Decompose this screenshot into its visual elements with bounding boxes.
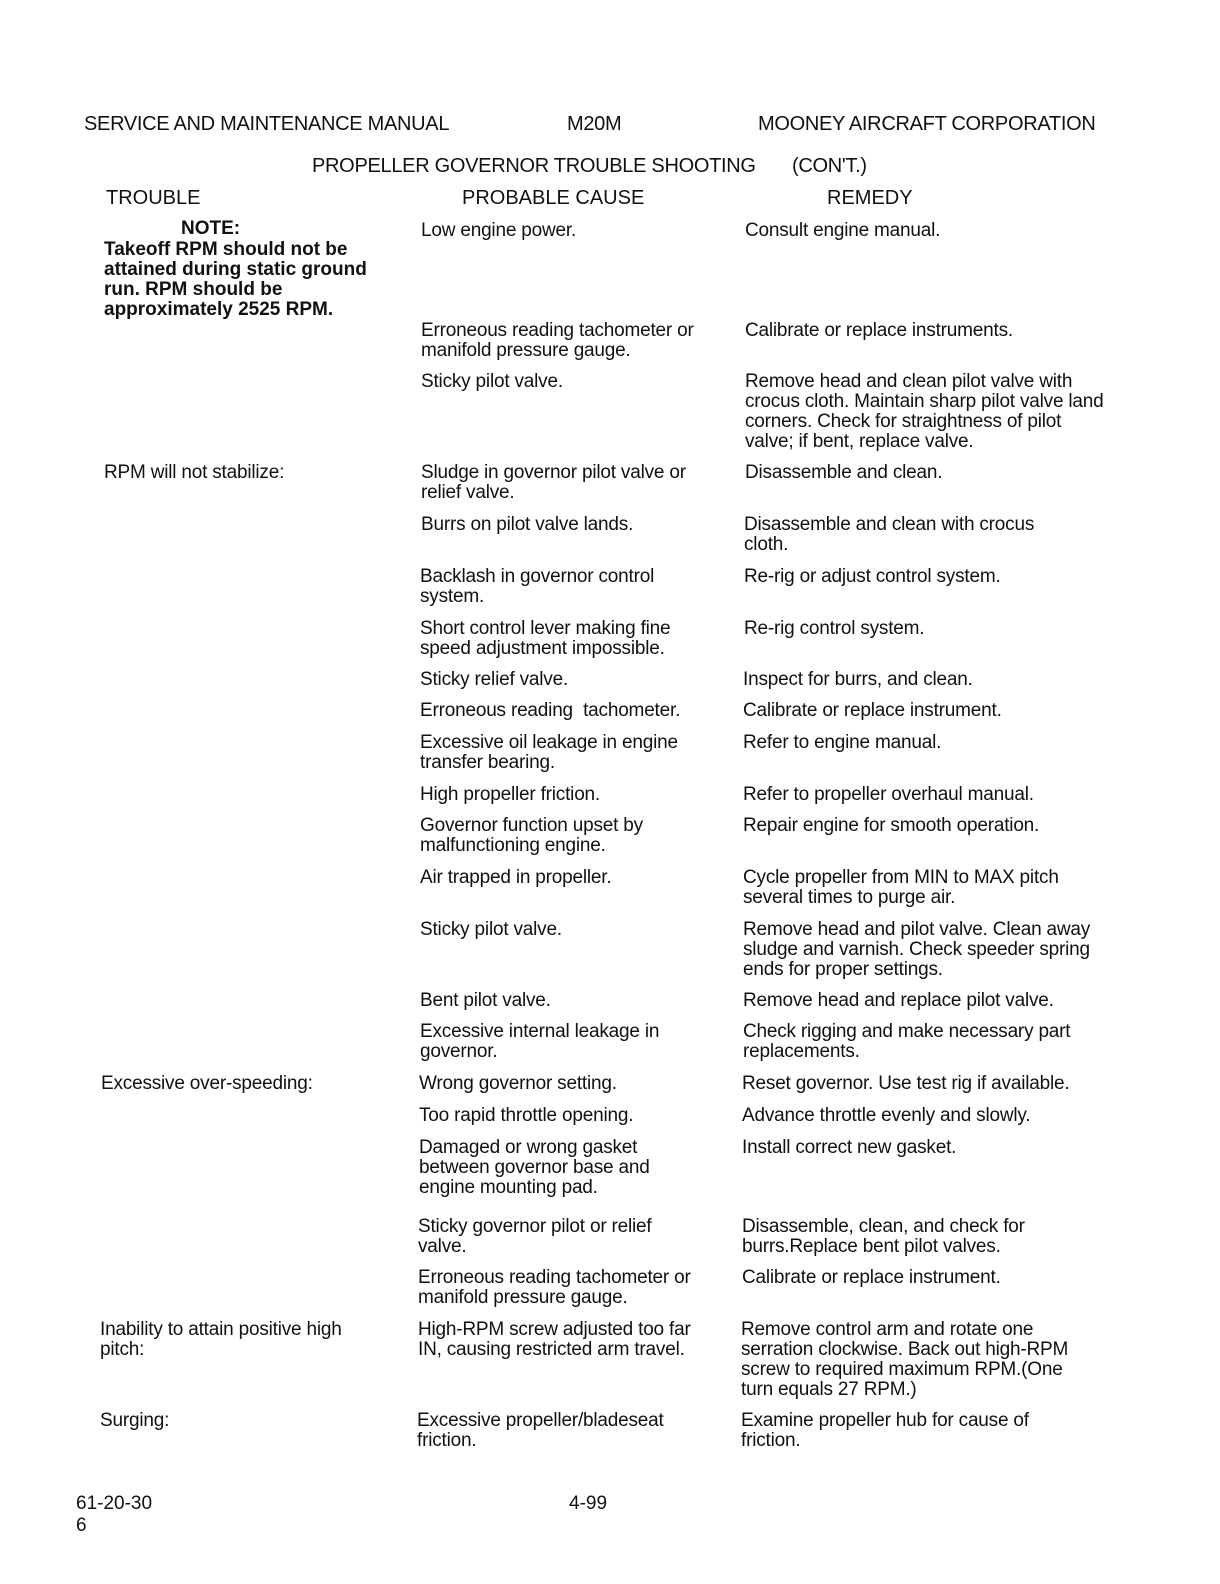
- cause-cell: Damaged or wrong gasket between governor base and engine mounting pad.: [419, 1137, 650, 1198]
- cause-cell: Erroneous reading tachometer or manifold pressure gauge.: [418, 1267, 691, 1308]
- remedy-cell: Disassemble, clean, and check for burrs.Replace bent pilot valves.: [742, 1216, 1025, 1257]
- remedy-cell: Check rigging and make necessary part replacements.: [743, 1021, 1071, 1062]
- remedy-cell: Inspect for burrs, and clean.: [743, 669, 973, 690]
- note-text: Takeoff RPM should not be attained during static ground run. RPM should be approximately 2525 RPM.: [104, 239, 367, 320]
- manual-title: SERVICE AND MAINTENANCE MANUAL: [84, 113, 450, 135]
- revision-number: 6: [76, 1515, 87, 1536]
- model-label: M20M: [567, 113, 622, 135]
- column-header-remedy: REMEDY: [827, 187, 913, 209]
- cause-cell: Governor function upset by malfunctioning engine.: [420, 815, 643, 856]
- trouble-cell: Inability to attain positive high pitch:: [100, 1319, 342, 1360]
- cause-cell: Sticky relief valve.: [420, 669, 569, 690]
- cause-cell: Low engine power.: [421, 220, 577, 241]
- trouble-cell: RPM will not stabilize:: [104, 462, 285, 483]
- remedy-cell: Re-rig control system.: [744, 618, 925, 639]
- remedy-cell: Calibrate or replace instruments.: [745, 320, 1013, 341]
- cause-cell: Short control lever making fine speed adjustment impossible.: [420, 618, 671, 659]
- cause-cell: Sludge in governor pilot valve or relief valve.: [421, 462, 686, 503]
- remedy-cell: Disassemble and clean.: [745, 462, 943, 483]
- cause-cell: Erroneous reading tachometer or manifold pressure gauge.: [421, 320, 694, 361]
- cause-cell: Backlash in governor control system.: [420, 566, 655, 607]
- cause-cell: Excessive propeller/bladeseat friction.: [417, 1410, 664, 1451]
- cause-cell: Excessive internal leakage in governor.: [420, 1021, 660, 1062]
- remedy-cell: Cycle propeller from MIN to MAX pitch several times to purge air.: [743, 867, 1059, 908]
- remedy-cell: Reset governor. Use test rig if available.: [742, 1073, 1070, 1094]
- cause-cell: Too rapid throttle opening.: [419, 1105, 634, 1126]
- cause-cell: Wrong governor setting.: [419, 1073, 617, 1094]
- company-name: MOONEY AIRCRAFT CORPORATION: [758, 113, 1096, 135]
- remedy-cell: Repair engine for smooth operation.: [743, 815, 1040, 836]
- cause-cell: Erroneous reading tachometer.: [420, 700, 681, 721]
- remedy-cell: Remove head and pilot valve. Clean away sludge and varnish. Check speeder spring ends for proper settings.: [743, 919, 1091, 980]
- cause-cell: Air trapped in propeller.: [420, 867, 612, 888]
- cause-cell: Burrs on pilot valve lands.: [421, 514, 634, 535]
- column-header-cause: PROBABLE CAUSE: [462, 187, 645, 209]
- remedy-cell: Consult engine manual.: [745, 220, 941, 241]
- remedy-cell: Refer to engine manual.: [743, 732, 942, 753]
- remedy-cell: Remove head and replace pilot valve.: [743, 990, 1054, 1011]
- remedy-cell: Install correct new gasket.: [742, 1137, 957, 1158]
- remedy-cell: Calibrate or replace instrument.: [742, 1267, 1001, 1288]
- document-number: 61-20-30: [76, 1493, 153, 1514]
- trouble-cell: Surging:: [100, 1410, 170, 1431]
- cause-cell: Sticky pilot valve.: [421, 371, 563, 392]
- cause-cell: High-RPM screw adjusted too far IN, causing restricted arm travel.: [418, 1319, 691, 1360]
- column-header-trouble: TROUBLE: [106, 187, 201, 209]
- note-title: NOTE:: [181, 218, 241, 239]
- remedy-cell: Advance throttle evenly and slowly.: [742, 1105, 1031, 1126]
- page-number: 4-99: [569, 1493, 608, 1514]
- remedy-cell: Examine propeller hub for cause of friction.: [741, 1410, 1029, 1451]
- remedy-cell: Refer to propeller overhaul manual.: [743, 784, 1034, 805]
- cause-cell: Sticky pilot valve.: [420, 919, 562, 940]
- remedy-cell: Remove control arm and rotate one serration clockwise. Back out high-RPM screw to required maximum RPM.(One turn equals 27 RPM.): [741, 1319, 1069, 1400]
- trouble-cell: Excessive over-speeding:: [101, 1073, 313, 1094]
- cause-cell: High propeller friction.: [420, 784, 601, 805]
- remedy-cell: Remove head and clean pilot valve with crocus cloth. Maintain sharp pilot valve land corners. Check for straightness of pilot valve; if bent, replace valve.: [745, 371, 1104, 452]
- remedy-cell: Calibrate or replace instrument.: [743, 700, 1002, 721]
- remedy-cell: Re-rig or adjust control system.: [744, 566, 1001, 587]
- section-continued: (CON'T.): [792, 155, 867, 177]
- remedy-cell: Disassemble and clean with crocus cloth.: [744, 514, 1035, 555]
- cause-cell: Sticky governor pilot or relief valve.: [418, 1216, 652, 1257]
- cause-cell: Bent pilot valve.: [420, 990, 551, 1011]
- section-title: PROPELLER GOVERNOR TROUBLE SHOOTING: [312, 155, 756, 177]
- cause-cell: Excessive oil leakage in engine transfer bearing.: [420, 732, 678, 773]
